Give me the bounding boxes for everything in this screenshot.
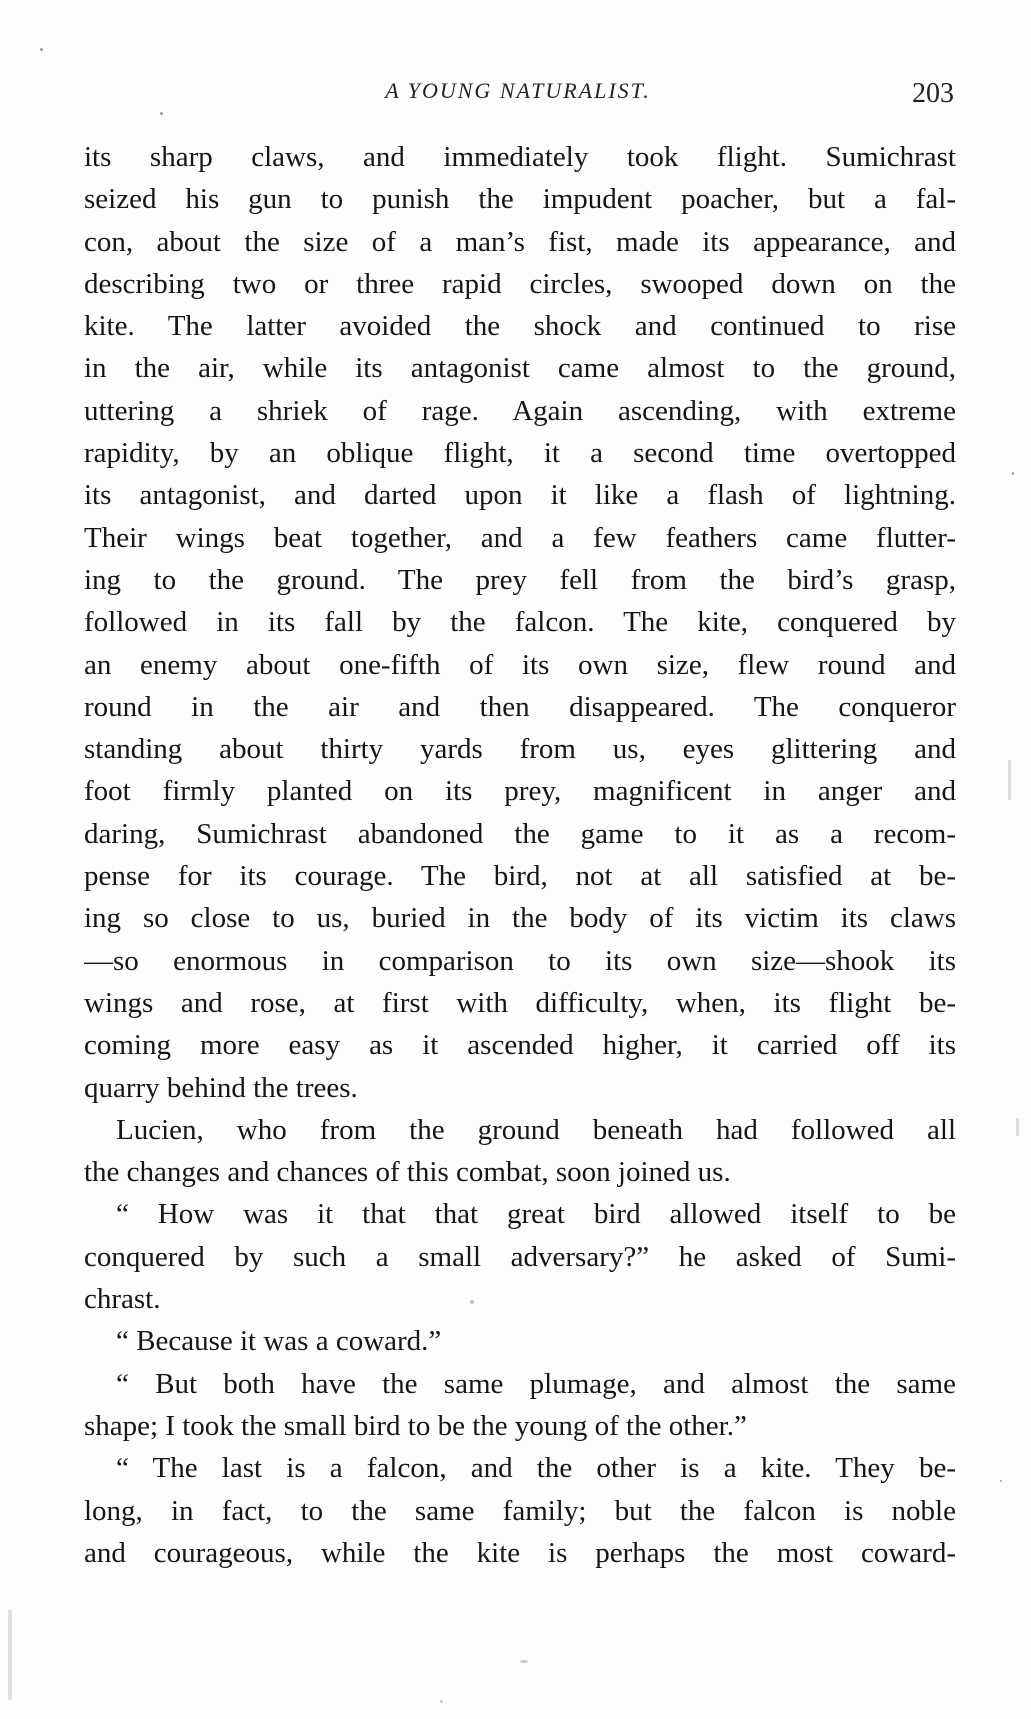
text-line: standing about thirty yards from us, eyes glittering and [84, 733, 956, 766]
text-line: conquered by such a small adversary?” he asked of Sumi- [84, 1240, 956, 1273]
scan-speck [470, 1300, 474, 1304]
scan-speck [1008, 760, 1011, 800]
text-line: describing two or three rapid circles, swooped down on the [84, 267, 956, 300]
text-line: its antagonist, and darted upon it like a flash of lightning. [84, 479, 956, 512]
text-line: Their wings beat together, and a few feathers came flutter- [84, 521, 956, 554]
page-number: 203 [912, 78, 954, 109]
scan-speck [520, 1660, 528, 1663]
text-line: quarry behind the trees. [84, 1071, 358, 1104]
scan-speck [1016, 1118, 1019, 1136]
scan-speck [440, 1700, 443, 1703]
text-line: shape; I took the small bird to be the young of the other.” [84, 1409, 747, 1442]
text-line: “ The last is a falcon, and the other is a kite. They be- [116, 1452, 956, 1485]
text-line: foot firmly planted on its prey, magnificent in anger and [84, 775, 956, 808]
running-head: A YOUNG NATURALIST. [385, 78, 651, 103]
text-line: the changes and chances of this combat, soon joined us. [84, 1156, 731, 1189]
text-line: seized his gun to punish the impudent poacher, but a fal- [84, 183, 956, 216]
text-line: uttering a shriek of rage. Again ascending, with extreme [84, 394, 956, 427]
scan-speck [1012, 472, 1014, 475]
text-line: an enemy about one-fifth of its own size, flew round and [84, 648, 956, 681]
text-line: Lucien, who from the ground beneath had followed all [116, 1113, 956, 1146]
page-header [82, 78, 954, 118]
text-line: ing to the ground. The prey fell from the bird’s grasp, [84, 563, 956, 596]
scan-speck [8, 1610, 12, 1700]
text-line: chrast. [84, 1283, 161, 1316]
scan-speck [160, 112, 163, 115]
text-line: kite. The latter avoided the shock and continued to rise [84, 310, 956, 343]
text-line: daring, Sumichrast abandoned the game to it as a recom- [84, 817, 956, 850]
body-text [84, 136, 956, 1574]
text-line: ing so close to us, buried in the body of its victim its claws [84, 902, 956, 935]
text-line: and courageous, while the kite is perhaps the most coward- [84, 1536, 956, 1569]
text-line: pense for its courage. The bird, not at all satisfied at be- [84, 860, 956, 893]
scan-speck [40, 48, 43, 51]
text-line: “ But both have the same plumage, and almost the same [116, 1367, 956, 1400]
text-line: long, in fact, to the same family; but the falcon is noble [84, 1494, 956, 1527]
text-line: followed in its fall by the falcon. The kite, conquered by [84, 606, 956, 639]
text-line: its sharp claws, and immediately took flight. Sumichrast [84, 141, 956, 173]
scan-speck [1000, 1480, 1002, 1482]
text-line: “ Because it was a coward.” [116, 1325, 442, 1358]
text-line: rapidity, by an oblique flight, it a second time overtopped [84, 437, 956, 470]
text-line: in the air, while its antagonist came almost to the ground, [84, 352, 956, 385]
text-line: con, about the size of a man’s fist, made its appearance, and [84, 225, 956, 258]
text-line: coming more easy as it ascended higher, it carried off its [84, 1029, 956, 1062]
text-line: —so enormous in comparison to its own size—shook its [84, 944, 956, 977]
text-line: wings and rose, at first with difficulty, when, its flight be- [84, 986, 956, 1019]
text-line: round in the air and then disappeared. The conqueror [84, 690, 956, 723]
text-line: “ How was it that that great bird allowed itself to be [116, 1198, 956, 1231]
